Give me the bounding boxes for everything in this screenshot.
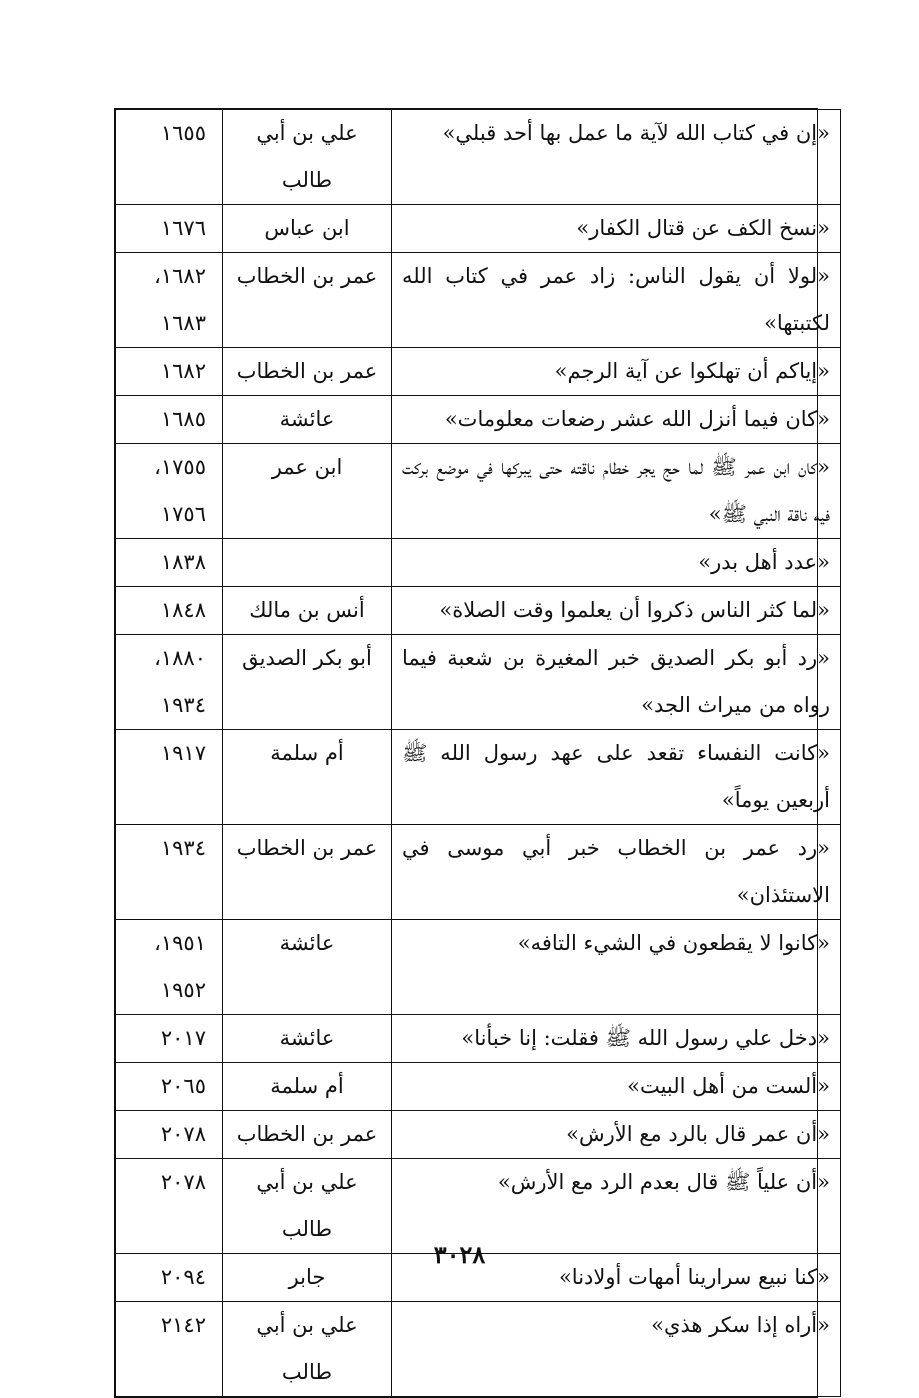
hadith-text-label: «إياكم أن تهلكوا عن آية الرجم» [554,359,830,383]
narrator-label: عمر بن الخطاب [236,359,378,383]
hadith-text-cell [392,253,841,348]
hadith-text-cell [392,1015,841,1063]
hadith-text-label: «لولا أن يقول الناس: زاد عمر في كتاب الله لكتبتها» [402,264,830,335]
table-row [116,825,841,920]
table-row [116,348,841,396]
hadith-text-label: «دخل علي رسول الله ﷺ فقلت: إنا خبأنا» [461,1026,830,1050]
table-row [116,635,841,730]
narrator-label: عمر بن الخطاب [236,264,378,288]
reference-cell [116,920,223,1015]
reference-label: ١٦٨٥ [160,407,206,431]
table-row [116,587,841,635]
narrator-label: أنس بن مالك [249,598,365,622]
table-row [116,1015,841,1063]
hadith-text-label: «أن علياً ﷺ قال بعدم الرد مع الأرش» [497,1170,830,1194]
reference-cell [116,253,223,348]
hadith-text-label: «كان فيما أنزل الله عشر رضعات معلومات» [444,407,830,431]
hadith-text-cell [392,1111,841,1159]
hadith-text-label: «أن عمر قال بالرد مع الأرش» [566,1122,830,1146]
hadith-index-table [115,109,841,1397]
hadith-text-cell [392,635,841,730]
reference-cell [116,348,223,396]
reference-cell [116,1015,223,1063]
hadith-text-cell [392,1302,841,1397]
narrator-cell [223,920,392,1015]
hadith-text-label: «كانوا لا يقطعون في الشيء التافه» [517,931,830,955]
narrator-label: علي بن أبي طالب [256,1170,358,1241]
hadith-text-label: «إن في كتاب الله لآية ما عمل بها أحد قبلي» [442,121,830,145]
reference-label: ١٦٧٦ [160,216,206,240]
hadith-text-label: «كنا نبيع سرارينا أمهات أولادنا» [558,1265,830,1289]
hadith-text-cell [392,348,841,396]
hadith-text-label: «رد عمر بن الخطاب خبر أبي موسى في الاستئذان» [402,836,830,907]
narrator-label: عائشة [279,931,335,955]
narrator-cell [223,730,392,825]
narrator-label: عائشة [279,407,335,431]
reference-cell [116,396,223,444]
hadith-text-cell [392,825,841,920]
hadith-text-label: «لما كثر الناس ذكروا أن يعلموا وقت الصلاة» [439,598,830,622]
hadith-text-label: «كان ابن عمر ﷺ لما حج يجر خطام ناقته حتى يبركها في موضع بركت فيه ناقة النبي ﷺ» [402,455,830,526]
table-row [116,1063,841,1111]
narrator-cell [223,110,392,205]
narrator-label: ابن عباس [264,216,350,240]
table-row [116,205,841,253]
narrator-cell [223,1111,392,1159]
hadith-text-cell [392,396,841,444]
narrator-label: علي بن أبي طالب [256,121,358,192]
hadith-text-label: «كانت النفساء تقعد على عهد رسول الله ﷺ أربعين يوماً» [402,741,830,812]
table-row [116,444,841,539]
table-row [116,110,841,205]
hadith-text-cell [392,1063,841,1111]
table-row [116,730,841,825]
reference-label: ١٩٥١، ١٩٥٢ [154,931,206,1002]
reference-label: ١٦٥٥ [160,121,206,145]
narrator-cell [223,253,392,348]
narrator-cell [223,587,392,635]
hadith-text-cell [392,730,841,825]
hadith-text-label: «ألست من أهل البيت» [627,1074,830,1098]
reference-cell [116,444,223,539]
reference-cell [116,1302,223,1397]
narrator-cell [223,1015,392,1063]
reference-label: ١٩٣٤ [160,836,206,860]
reference-cell [116,1063,223,1111]
reference-label: ١٨٨٠، ١٩٣٤ [154,646,206,717]
reference-label: ٢١٤٢ [160,1313,206,1337]
hadith-text-label: «أراه إذا سكر هذي» [651,1313,830,1337]
narrator-cell [223,825,392,920]
hadith-text-cell [392,539,841,587]
hadith-index-table-frame [114,108,830,1398]
hadith-text-cell [392,587,841,635]
table-row [116,253,841,348]
reference-label: ١٩١٧ [160,741,206,765]
narrator-label: عمر بن الخطاب [236,836,378,860]
narrator-label: جابر [288,1265,326,1289]
reference-label: ١٦٨٢، ١٦٨٣ [154,264,206,335]
narrator-label: أبو بكر الصديق [242,646,372,670]
narrator-label: عائشة [279,1026,335,1050]
hadith-text-label: «نسخ الكف عن قتال الكفار» [576,216,830,240]
hadith-text-label: «عدد أهل بدر» [698,550,830,574]
narrator-label: أم سلمة [270,1074,344,1098]
narrator-label: أم سلمة [270,741,344,765]
reference-cell [116,635,223,730]
table-row [116,920,841,1015]
page-number: ٣٠٢٨ [433,1240,486,1269]
reference-label: ١٦٨٢ [160,359,206,383]
reference-cell [116,825,223,920]
narrator-label: ابن عمر [271,455,343,479]
hadith-text-cell [392,205,841,253]
narrator-label: عمر بن الخطاب [236,1122,378,1146]
hadith-text-cell [392,444,841,539]
reference-label: ٢٠١٧ [160,1026,206,1050]
narrator-cell [223,348,392,396]
hadith-text-label: «رد أبو بكر الصديق خبر المغيرة بن شعبة فيما رواه من ميراث الجد» [402,646,830,717]
table-body [116,110,841,1397]
table-row [116,539,841,587]
narrator-cell [223,1063,392,1111]
hadith-text-cell [392,110,841,205]
reference-cell [116,205,223,253]
reference-label: ١٧٥٥، ١٧٥٦ [154,455,206,526]
reference-cell [116,110,223,205]
reference-cell [116,587,223,635]
hadith-text-cell [392,920,841,1015]
reference-label: ٢٠٩٤ [160,1265,206,1289]
reference-label: ٢٠٦٥ [160,1074,206,1098]
reference-label: ٢٠٧٨ [160,1122,206,1146]
narrator-cell [223,205,392,253]
narrator-cell [223,396,392,444]
reference-cell [116,539,223,587]
reference-label: ٢٠٧٨ [160,1170,206,1194]
narrator-label: علي بن أبي طالب [256,1313,358,1384]
reference-cell [116,730,223,825]
narrator-cell [223,1302,392,1397]
reference-label: ١٨٣٨ [160,550,206,574]
table-row [116,1111,841,1159]
reference-label: ١٨٤٨ [160,598,206,622]
narrator-cell [223,444,392,539]
reference-cell [116,1111,223,1159]
narrator-cell [223,635,392,730]
table-row [116,396,841,444]
narrator-cell [223,539,392,587]
table-row [116,1302,841,1397]
